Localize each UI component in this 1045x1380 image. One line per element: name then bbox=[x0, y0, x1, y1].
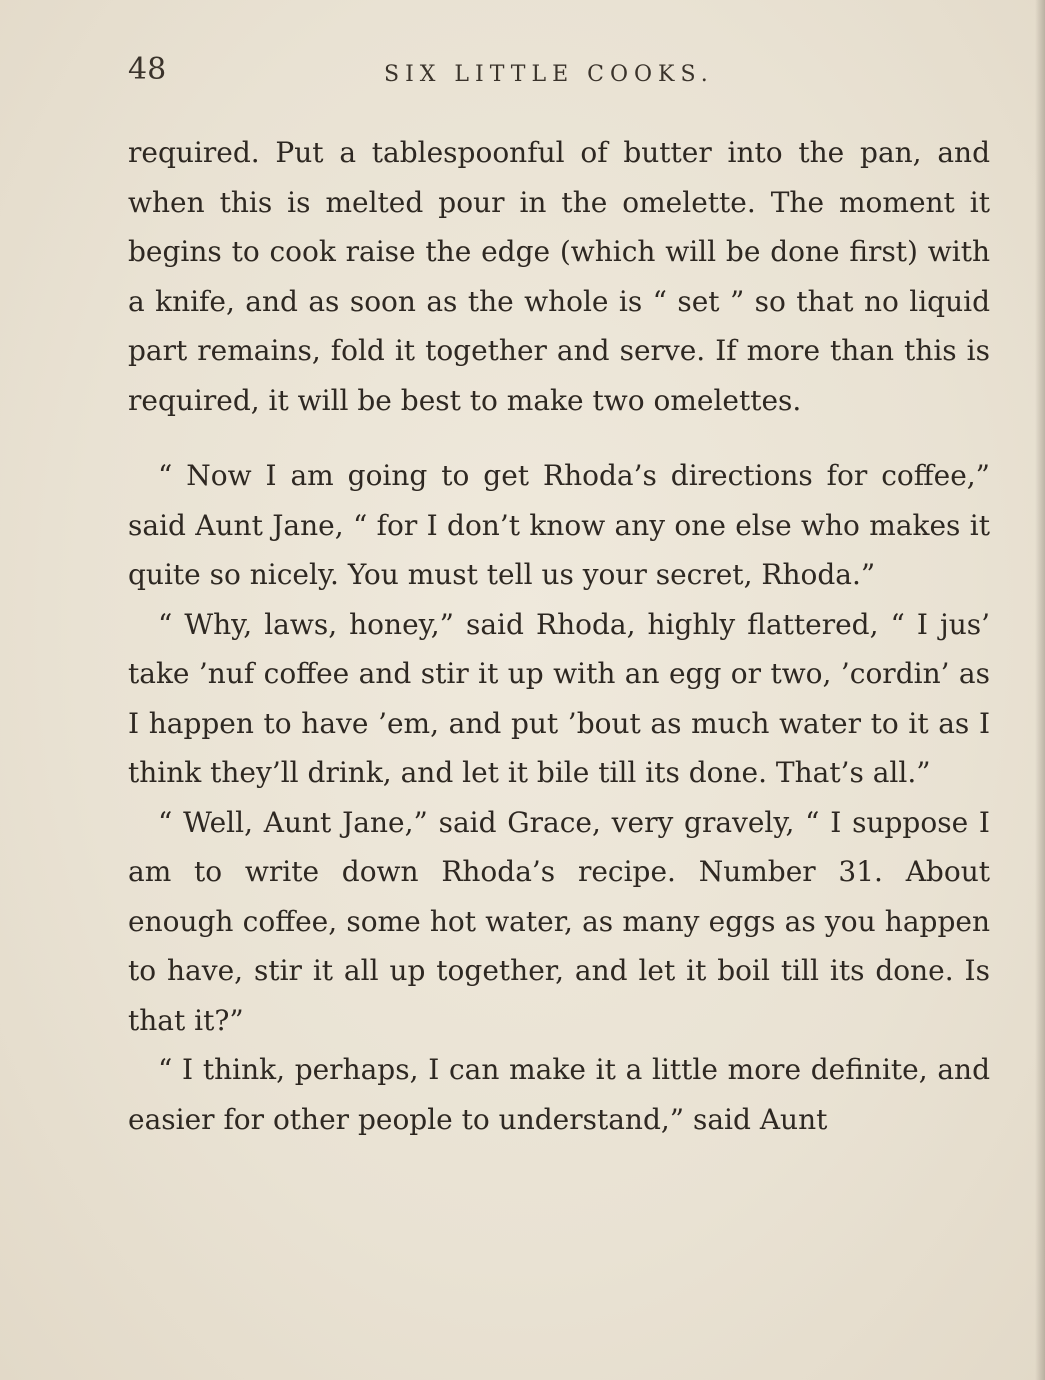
page-edge-shadow bbox=[1035, 0, 1045, 1380]
running-head: SIX LITTLE COOKS. bbox=[384, 62, 714, 87]
paragraph-omelette-instructions: required. Put a tablespoonful of butter into the pan, and when this is melted pour in the omelette. The moment it begins to cook raise the edge (which will be done first) with a knife, and as soon as the whole is “ set ” so that no liquid part remains, fold it together and serve. If more than this is required, it will be best to make two omelettes. bbox=[128, 136, 990, 417]
page-header bbox=[128, 52, 990, 96]
body-text bbox=[128, 128, 990, 1144]
paragraph-rhoda-reply: “ Why, laws, honey,” said Rhoda, highly flattered, “ I jus’ take ’nuf coffee and stir it up with an egg or two, ’cordin’ as I happen to have ’em, and put ’bout as much water to it as I think they’ll drink, and let it bile till its done. That’s all.” bbox=[128, 607, 990, 789]
paragraph-aunt-jane-definite: “ I think, perhaps, I can make it a little more definite, and easier for other people to understand,” said Aunt bbox=[128, 1053, 990, 1136]
paragraph-grace-recipe: “ Well, Aunt Jane,” said Grace, very gravely, “ I suppose I am to write down Rhoda’s recipe. Number 31. About enough coffee, some hot water, as many eggs as you happen to have, stir it all up together, and let it boil till its done. Is that it?” bbox=[128, 805, 990, 1037]
page-number: 48 bbox=[128, 52, 167, 87]
paragraph-aunt-jane-coffee: “ Now I am going to get Rhoda’s directions for coffee,” said Aunt Jane, “ for I don’t know any one else who makes it quite so nicely. You must tell us your secret, Rhoda.” bbox=[128, 459, 990, 591]
